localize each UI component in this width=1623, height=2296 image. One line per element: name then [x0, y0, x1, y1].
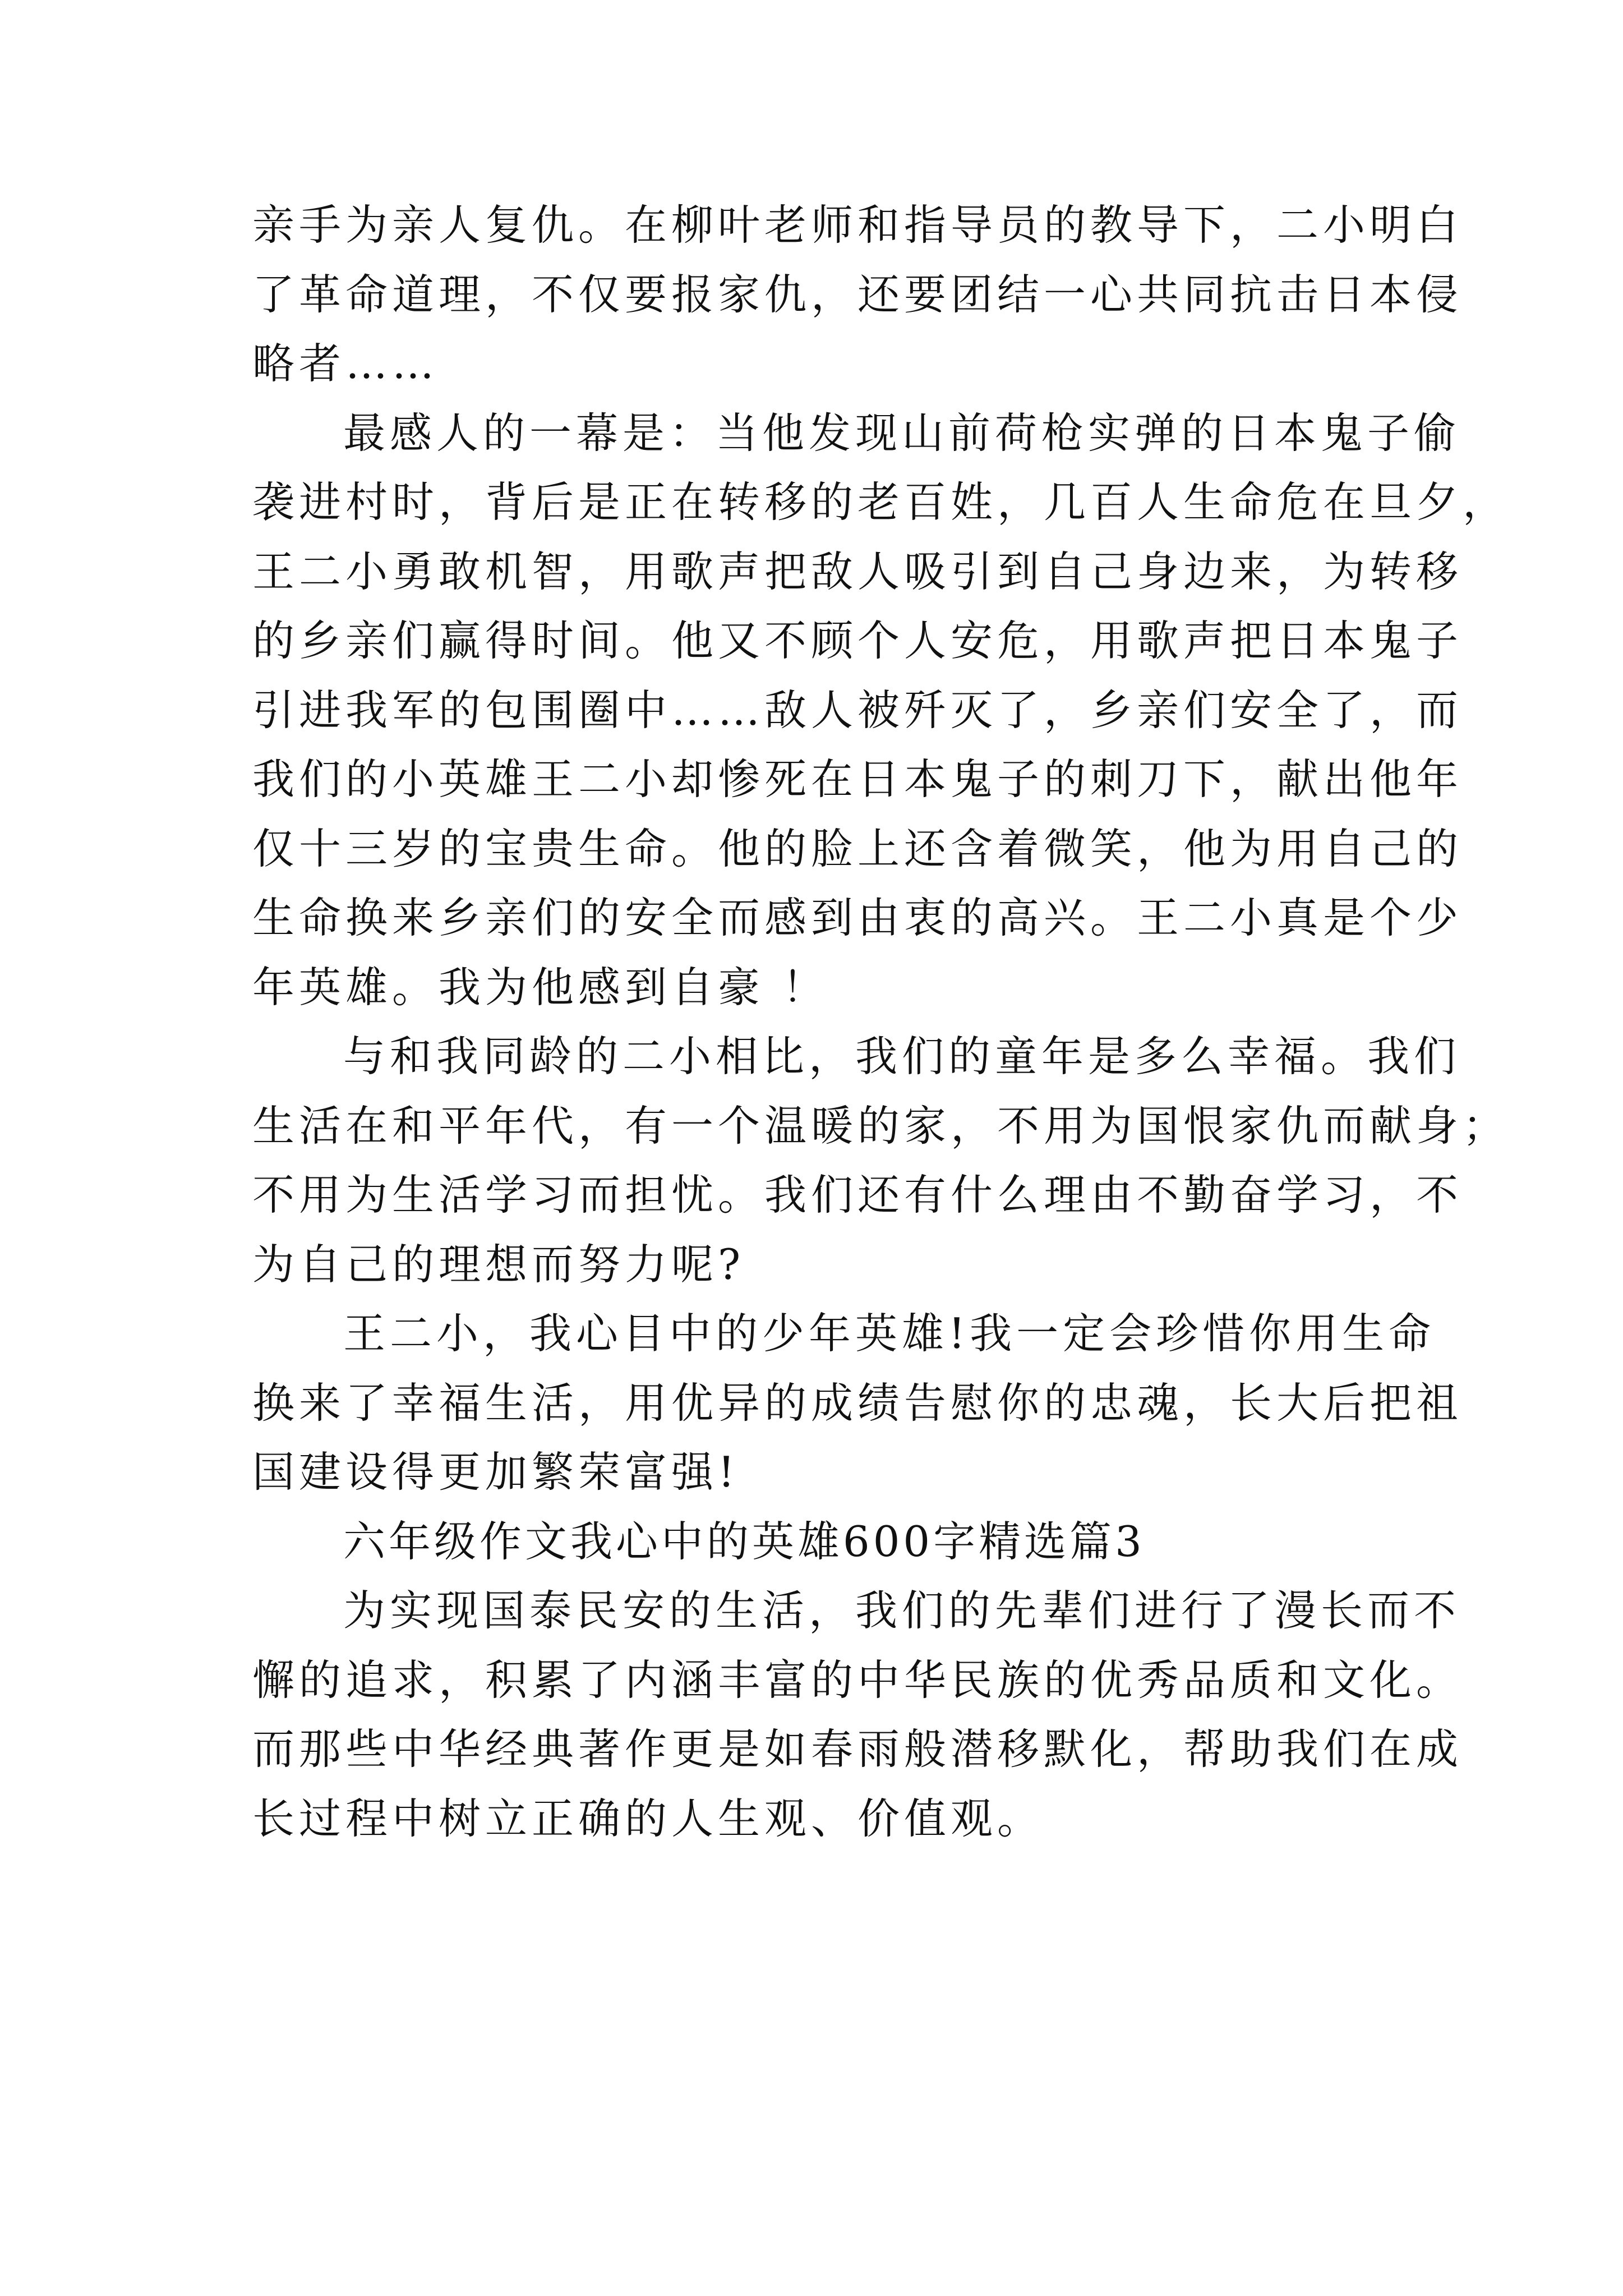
text-line: 了革命道理，不仅要报家仇，还要团结一心共同抗击日本侵: [252, 269, 1463, 319]
text-line: 袭进村时，背后是正在转移的老百姓，几百人生命危在旦夕，: [252, 477, 1510, 527]
text-line: 仅十三岁的宝贵生命。他的脸上还含着微笑，他为用自己的: [252, 823, 1463, 873]
text-line: 生活在和平年代，有一个温暖的家，不用为国恨家仇而献身；: [252, 1101, 1510, 1151]
paragraph-4: [252, 1299, 1463, 1507]
text-line: 而那些中华经典著作更是如春雨般潜移默化，帮助我们在成: [252, 1724, 1463, 1774]
section-heading: 六年级作文我心中的英雄600字精选篇3: [343, 1516, 1145, 1566]
text-line: 王二小，我心目中的少年英雄!我一定会珍惜你用生命: [343, 1309, 1436, 1358]
text-line: 长过程中树立正确的人生观、价值观。: [252, 1793, 1044, 1843]
text-line: 国建设得更加繁荣富强!: [252, 1447, 740, 1497]
text-line: 与和我同龄的二小相比，我们的童年是多么幸福。我们: [343, 1032, 1461, 1081]
document-page: [252, 191, 1510, 1853]
text-line: 为实现国泰民安的生活，我们的先辈们进行了漫长而不: [343, 1586, 1461, 1635]
text-line: 亲手为亲人复仇。在柳叶老师和指导员的教导下，二小明白: [252, 200, 1463, 250]
text-line: 生命换来乡亲们的安全而感到由衷的高兴。王二小真是个少: [252, 893, 1463, 942]
text-line: 略者……: [252, 339, 439, 388]
text-line: 最感人的一幕是：当他发现山前荷枪实弹的日本鬼子偷: [343, 408, 1461, 458]
text-line: 换来了幸福生活，用优异的成绩告慰你的忠魂，长大后把祖: [252, 1378, 1463, 1428]
text-line: 的乡亲们赢得时间。他又不顾个人安危，用歌声把日本鬼子: [252, 616, 1463, 665]
paragraph-1: [252, 191, 1463, 399]
text-line: 我们的小英雄王二小却惨死在日本鬼子的刺刀下，献出他年: [252, 754, 1463, 804]
text-line: 引进我军的包围圈中……敌人被歼灭了，乡亲们安全了，而: [252, 685, 1463, 735]
text-line: 为自己的理想而努力呢?: [252, 1239, 745, 1289]
text-line: 年英雄。我为他感到自豪 ！: [252, 962, 829, 1012]
text-line: 王二小勇敢机智，用歌声把敌人吸引到自己身边来，为转移: [252, 546, 1463, 596]
paragraph-3: [252, 1022, 1510, 1299]
text-line: 不用为生活学习而担忧。我们还有什么理由不勤奋学习，不: [252, 1170, 1463, 1220]
paragraph-2: [252, 399, 1510, 1023]
text-line: 懈的追求，积累了内涵丰富的中华民族的优秀品质和文化。: [252, 1655, 1463, 1705]
paragraph-5: [252, 1576, 1463, 1853]
